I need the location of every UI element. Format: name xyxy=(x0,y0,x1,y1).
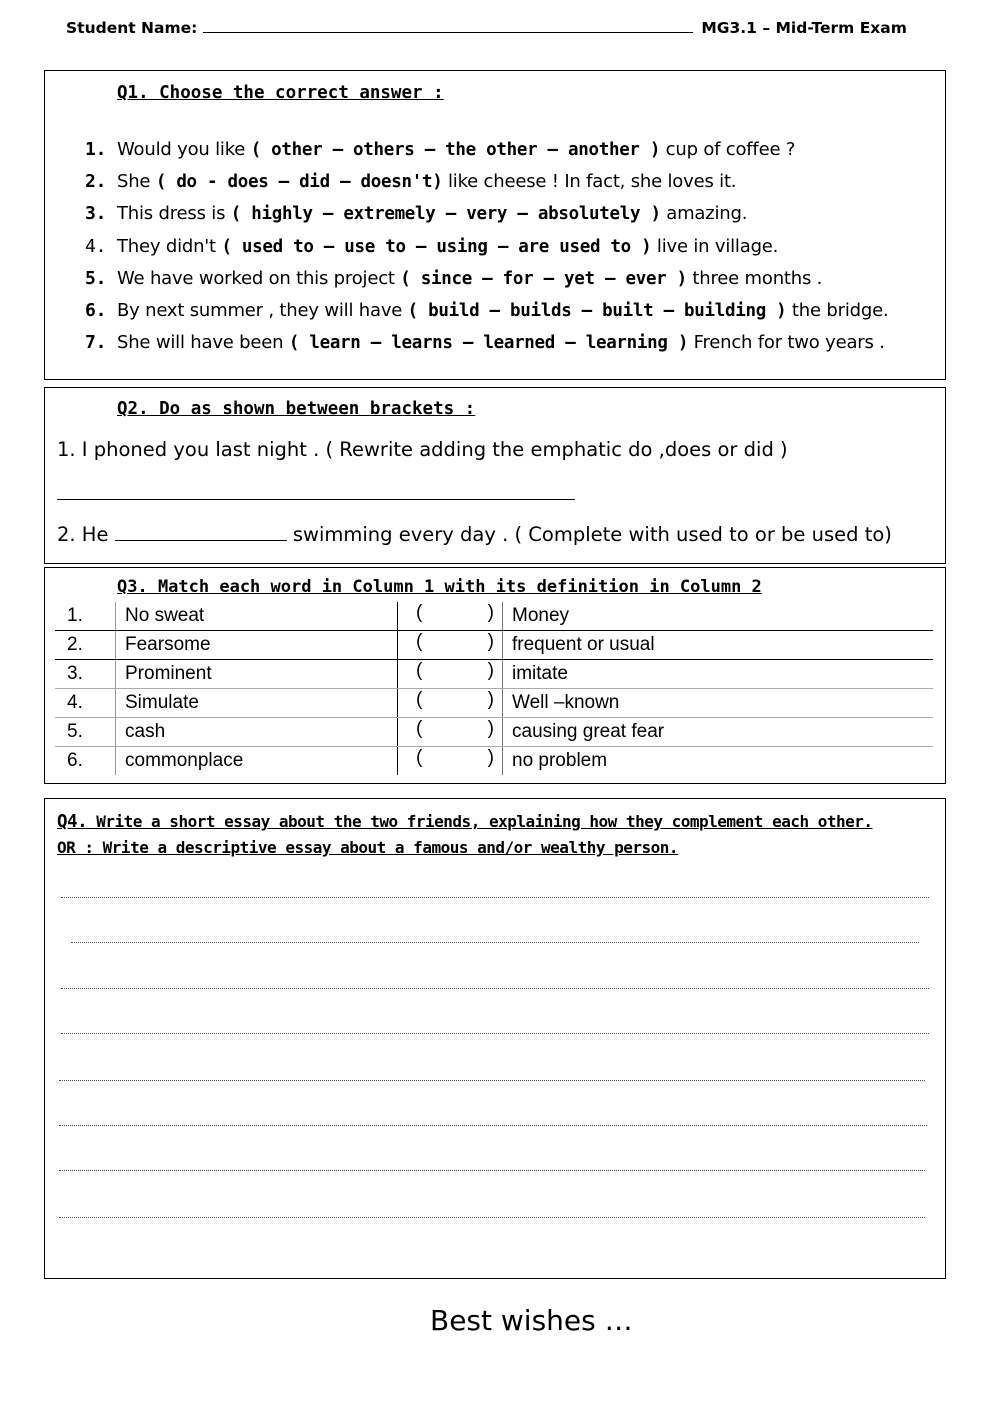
question-1-list xyxy=(85,134,888,359)
choice-options[interactable]: ( used to – use to – using – are used to ) xyxy=(221,236,652,257)
choice-options[interactable]: ( do - does – did – doesn't) xyxy=(155,172,443,193)
match-blank[interactable]: ( ) xyxy=(398,747,503,776)
match-blank[interactable]: ( ) xyxy=(398,631,503,660)
answer-line[interactable] xyxy=(57,499,575,500)
list-item: 1. Would you like ( other – others – the other – another ) cup of coffee ? xyxy=(85,139,796,160)
question-2-box xyxy=(44,387,946,564)
matching-table xyxy=(55,602,933,775)
closing-text: Best wishes … xyxy=(430,1304,633,1337)
choice-options[interactable]: ( other – others – the other – another ) xyxy=(250,140,661,160)
match-blank[interactable]: ( ) xyxy=(398,660,503,689)
writing-line[interactable] xyxy=(61,897,929,898)
list-item: 6. By next summer , they will have ( build – builds – built – building ) the bridge. xyxy=(85,299,889,321)
writing-line[interactable] xyxy=(59,1080,925,1081)
list-item: 4. They didn't ( used to – use to – using – are used to ) live in village. xyxy=(85,235,779,257)
choice-options[interactable]: ( learn – learns – learned – learning ) xyxy=(288,333,689,354)
question-1-title: Q1. Choose the correct answer : xyxy=(117,83,444,103)
list-item: 7. She will have been ( learn – learns – learned – learning ) French for two years . xyxy=(85,332,885,354)
student-name-blank[interactable] xyxy=(203,18,693,33)
table-row: 2. Fearsome ( ) frequent or usual xyxy=(55,631,933,660)
table-row: 4. Simulate ( ) Well –known xyxy=(55,689,933,718)
table-row: 5. cash ( ) causing great fear xyxy=(55,718,933,747)
list-item: 2. She ( do - does – did – doesn't) like cheese ! In fact, she loves it. xyxy=(85,171,737,193)
choice-options[interactable]: ( highly – extremely – very – absolutely ) xyxy=(230,204,661,225)
question-2-item-2: 2. He swimming every day . ( Complete with used to or be used to) xyxy=(57,523,892,546)
writing-line[interactable] xyxy=(59,1217,925,1218)
writing-line[interactable] xyxy=(61,988,929,989)
question-2-title: Q2. Do as shown between brackets : xyxy=(117,399,476,419)
exam-title: MG3.1 – Mid-Term Exam xyxy=(701,19,907,37)
match-blank[interactable]: ( ) xyxy=(398,689,503,718)
list-item: 5. We have worked on this project ( since – for – yet – ever ) three months . xyxy=(85,267,823,289)
question-2-item-1: 1. I phoned you last night . ( Rewrite adding the emphatic do ,does or did ) xyxy=(57,438,788,461)
student-name-label: Student Name: xyxy=(66,19,198,37)
choice-options[interactable]: ( build – builds – built – building ) xyxy=(407,300,787,321)
choice-options[interactable]: ( since – for – yet – ever ) xyxy=(400,268,687,289)
table-row: 1. No sweat ( ) Money xyxy=(55,602,933,631)
writing-line[interactable] xyxy=(61,1033,929,1034)
match-blank[interactable]: ( ) xyxy=(398,602,503,631)
list-item: 3. This dress is ( highly – extremely – very – absolutely ) amazing. xyxy=(85,203,748,225)
match-blank[interactable]: ( ) xyxy=(398,718,503,747)
writing-line[interactable] xyxy=(59,1170,925,1171)
question-3-title: Q3. Match each word in Column 1 with its definition in Column 2 xyxy=(117,577,762,597)
question-4-title: Q4. Write a short essay about the two friends, explaining how they complement each other. OR : Write a descriptive essay about a famous and/or wealthy person. xyxy=(57,812,873,857)
question-4-box xyxy=(44,798,946,1279)
question-3-box xyxy=(44,567,946,784)
exam-header xyxy=(66,18,926,42)
table-row: 3. Prominent ( ) imitate xyxy=(55,660,933,689)
fill-in-blank[interactable] xyxy=(115,522,287,541)
question-1-box xyxy=(44,70,946,380)
writing-line[interactable] xyxy=(71,942,919,943)
table-row: 6. commonplace ( ) no problem xyxy=(55,747,933,776)
writing-line[interactable] xyxy=(59,1125,927,1126)
